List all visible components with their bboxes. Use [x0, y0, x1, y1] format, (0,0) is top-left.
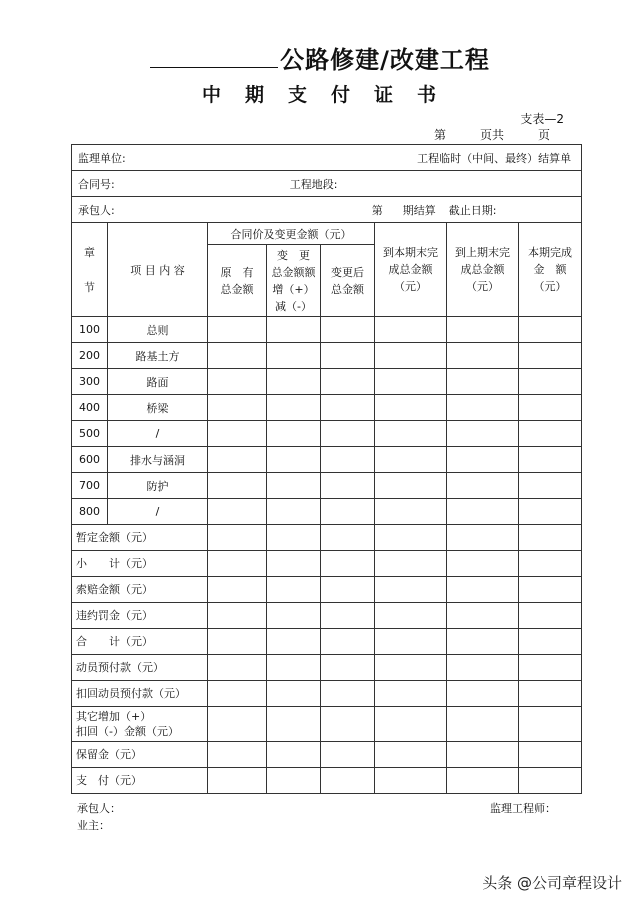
- amount-cell[interactable]: [519, 742, 582, 768]
- amount-cell[interactable]: [267, 629, 321, 655]
- amount-cell[interactable]: [208, 742, 267, 768]
- item-cell: /: [108, 421, 208, 447]
- chapter-cell: 800: [72, 499, 108, 525]
- item-rows: [72, 317, 582, 525]
- summary-row: [72, 742, 582, 768]
- table-row: [72, 343, 582, 369]
- amount-cell[interactable]: [267, 681, 321, 707]
- amount-cell[interactable]: [447, 525, 519, 551]
- amount-cell[interactable]: [375, 551, 447, 577]
- amount-cell[interactable]: [375, 603, 447, 629]
- amount-cell[interactable]: [519, 551, 582, 577]
- amount-cell[interactable]: [375, 577, 447, 603]
- table-row: [72, 317, 582, 343]
- amount-cell[interactable]: [321, 473, 375, 499]
- summary-row: [72, 629, 582, 655]
- item-cell: 路基土方: [108, 343, 208, 369]
- summary-label: 索赔金额（元）: [72, 577, 208, 603]
- amount-cell[interactable]: [375, 768, 447, 794]
- supervisor-unit-label: 监理单位:: [78, 151, 126, 165]
- summary-label: 暂定金额（元）: [72, 525, 208, 551]
- amount-cell[interactable]: [321, 421, 375, 447]
- amount-cell[interactable]: [375, 629, 447, 655]
- table-row: [72, 447, 582, 473]
- amount-cell[interactable]: [321, 343, 375, 369]
- amount-cell[interactable]: [447, 499, 519, 525]
- amount-cell[interactable]: [375, 681, 447, 707]
- chapter-cell: 600: [72, 447, 108, 473]
- original-amount-header: 原 有 总金额: [208, 245, 267, 317]
- table-row: [72, 369, 582, 395]
- amount-cell[interactable]: [447, 768, 519, 794]
- amount-cell[interactable]: [447, 707, 519, 742]
- footer-supervising-engineer: 监理工程师：: [490, 802, 556, 815]
- amount-cell[interactable]: [267, 577, 321, 603]
- amount-cell[interactable]: [321, 395, 375, 421]
- page-info: 第 页共 页: [434, 128, 551, 142]
- amount-cell[interactable]: [519, 655, 582, 681]
- summary-label: 动员预付款（元）: [72, 655, 208, 681]
- document-subtitle: 中期支付证书: [201, 84, 460, 106]
- settlement-type-label: 工程临时（中间、最终）结算单: [417, 151, 572, 165]
- amount-cell[interactable]: [321, 551, 375, 577]
- amount-cell[interactable]: [208, 577, 267, 603]
- column-header-row-1: [72, 223, 582, 245]
- info-row-contractor: 承包人: 第 期结算 截止日期:: [72, 197, 582, 223]
- summary-label: 小 计（元）: [72, 551, 208, 577]
- summary-label: 扣回动员预付款（元）: [72, 681, 208, 707]
- this-period-header: 本期完成 金 额 （元）: [519, 223, 582, 317]
- amount-cell[interactable]: [267, 395, 321, 421]
- amount-cell[interactable]: [447, 742, 519, 768]
- info-row-supervisor: [72, 145, 582, 171]
- footer-contractor: 承包人：: [77, 802, 121, 815]
- amount-cell[interactable]: [519, 421, 582, 447]
- summary-row: [72, 655, 582, 681]
- item-cell: /: [108, 499, 208, 525]
- summary-label: 支 付（元）: [72, 768, 208, 794]
- footer-owner: 业主：: [77, 819, 110, 832]
- item-cell: 桥梁: [108, 395, 208, 421]
- amount-cell[interactable]: [375, 525, 447, 551]
- item-cell: 总则: [108, 317, 208, 343]
- to-previous-header: 到上期末完 成总金额 （元）: [447, 223, 519, 317]
- form-code: 支表—2: [520, 112, 564, 126]
- amount-cell[interactable]: [267, 551, 321, 577]
- cutoff-date-label: 截止日期:: [448, 203, 497, 217]
- amount-cell[interactable]: [208, 499, 267, 525]
- amount-cell[interactable]: [447, 369, 519, 395]
- amount-cell[interactable]: [208, 681, 267, 707]
- amount-cell[interactable]: [447, 447, 519, 473]
- amount-cell[interactable]: [519, 768, 582, 794]
- amount-cell[interactable]: [447, 629, 519, 655]
- amount-cell[interactable]: [267, 768, 321, 794]
- amount-cell[interactable]: [519, 343, 582, 369]
- amount-cell[interactable]: [208, 629, 267, 655]
- chapter-header: 章 节: [72, 223, 108, 317]
- amount-cell[interactable]: [267, 742, 321, 768]
- project-site-label: 工程地段:: [289, 177, 338, 191]
- amount-cell[interactable]: [267, 655, 321, 681]
- summary-row: [72, 525, 582, 551]
- amount-cell[interactable]: [208, 525, 267, 551]
- amount-cell[interactable]: [519, 317, 582, 343]
- amount-cell[interactable]: [321, 447, 375, 473]
- amount-cell[interactable]: [267, 369, 321, 395]
- amount-cell[interactable]: [208, 395, 267, 421]
- summary-row: [72, 603, 582, 629]
- amount-cell[interactable]: [208, 421, 267, 447]
- summary-row: [72, 768, 582, 794]
- amount-cell[interactable]: [321, 603, 375, 629]
- table-row: [72, 499, 582, 525]
- amount-cell[interactable]: [519, 629, 582, 655]
- amount-cell[interactable]: [375, 421, 447, 447]
- amount-cell[interactable]: [208, 343, 267, 369]
- amount-cell[interactable]: [267, 473, 321, 499]
- chapter-cell: 300: [72, 369, 108, 395]
- amount-cell[interactable]: [519, 395, 582, 421]
- amount-cell[interactable]: [321, 742, 375, 768]
- to-current-header: 到本期末完 成总金额 （元）: [375, 223, 447, 317]
- amount-cell[interactable]: [267, 447, 321, 473]
- amount-cell[interactable]: [519, 525, 582, 551]
- summary-row: [72, 551, 582, 577]
- amount-cell[interactable]: [321, 707, 375, 742]
- amount-cell[interactable]: [208, 473, 267, 499]
- amount-cell[interactable]: [267, 499, 321, 525]
- amount-cell[interactable]: [208, 603, 267, 629]
- amount-cell[interactable]: [267, 603, 321, 629]
- title-text: 公路修建/改建工程: [280, 46, 490, 74]
- summary-label: 保留金（元）: [72, 742, 208, 768]
- amount-cell[interactable]: [375, 707, 447, 742]
- amount-cell[interactable]: [375, 317, 447, 343]
- amount-cell[interactable]: [447, 395, 519, 421]
- amount-cell[interactable]: [519, 473, 582, 499]
- amount-cell[interactable]: [321, 577, 375, 603]
- chapter-cell: 700: [72, 473, 108, 499]
- change-amount-header: 变 更 总金额额 增（+） 减（-）: [267, 245, 321, 317]
- amount-cell[interactable]: [321, 681, 375, 707]
- amount-cell[interactable]: [267, 317, 321, 343]
- title-blank-line: [150, 45, 278, 68]
- table-row: [72, 395, 582, 421]
- amount-cell[interactable]: [208, 551, 267, 577]
- amount-cell[interactable]: [447, 681, 519, 707]
- item-content-header: 项 目 内 容: [108, 223, 208, 317]
- amount-cell[interactable]: [208, 317, 267, 343]
- amount-cell[interactable]: [447, 655, 519, 681]
- item-cell: 路面: [108, 369, 208, 395]
- document-title: [0, 40, 640, 75]
- amount-cell[interactable]: [375, 742, 447, 768]
- contractor-label: 承包人:: [78, 203, 115, 217]
- chapter-cell: 200: [72, 343, 108, 369]
- amount-cell[interactable]: [375, 655, 447, 681]
- chapter-cell: 400: [72, 395, 108, 421]
- amount-cell[interactable]: [208, 369, 267, 395]
- amount-cell[interactable]: [375, 395, 447, 421]
- amount-cell[interactable]: [519, 499, 582, 525]
- amount-cell[interactable]: [321, 768, 375, 794]
- contract-group-header: 合同价及变更金额（元）: [208, 223, 375, 245]
- after-change-header: 变更后 总金额: [321, 245, 375, 317]
- payment-certificate-table: [71, 144, 582, 794]
- summary-label: 其它增加（+） 扣回（-）金额（元）: [72, 707, 208, 742]
- item-cell: 排水与涵洞: [108, 447, 208, 473]
- amount-cell[interactable]: [519, 577, 582, 603]
- amount-cell[interactable]: [447, 551, 519, 577]
- chapter-cell: 100: [72, 317, 108, 343]
- summary-label: 合 计（元）: [72, 629, 208, 655]
- amount-cell[interactable]: [375, 499, 447, 525]
- amount-cell[interactable]: [519, 369, 582, 395]
- summary-row: [72, 681, 582, 707]
- amount-cell[interactable]: [321, 369, 375, 395]
- amount-cell[interactable]: [321, 525, 375, 551]
- info-row-contract: [72, 171, 582, 197]
- contract-no-label: 合同号:: [78, 177, 115, 191]
- table-row: [72, 421, 582, 447]
- amount-cell[interactable]: [375, 447, 447, 473]
- amount-cell[interactable]: [519, 603, 582, 629]
- amount-cell[interactable]: [267, 707, 321, 742]
- watermark: 头条 @公司章程设计: [482, 874, 622, 892]
- amount-cell[interactable]: [208, 768, 267, 794]
- chapter-cell: 500: [72, 421, 108, 447]
- amount-cell[interactable]: [519, 707, 582, 742]
- amount-cell[interactable]: [447, 421, 519, 447]
- amount-cell[interactable]: [321, 499, 375, 525]
- amount-cell[interactable]: [519, 681, 582, 707]
- amount-cell[interactable]: [321, 655, 375, 681]
- amount-cell[interactable]: [447, 603, 519, 629]
- amount-cell[interactable]: [375, 473, 447, 499]
- amount-cell[interactable]: [447, 473, 519, 499]
- summary-row: [72, 577, 582, 603]
- summary-label: 违约罚金（元）: [72, 603, 208, 629]
- item-cell: 防护: [108, 473, 208, 499]
- amount-cell[interactable]: [267, 343, 321, 369]
- summary-row: [72, 707, 582, 742]
- amount-cell[interactable]: [519, 447, 582, 473]
- amount-cell[interactable]: [321, 629, 375, 655]
- amount-cell[interactable]: [267, 525, 321, 551]
- amount-cell[interactable]: [321, 317, 375, 343]
- amount-cell[interactable]: [375, 369, 447, 395]
- amount-cell[interactable]: [447, 343, 519, 369]
- table-row: [72, 473, 582, 499]
- amount-cell[interactable]: [208, 447, 267, 473]
- amount-cell[interactable]: [267, 421, 321, 447]
- amount-cell[interactable]: [447, 317, 519, 343]
- amount-cell[interactable]: [208, 655, 267, 681]
- amount-cell[interactable]: [375, 343, 447, 369]
- amount-cell[interactable]: [447, 577, 519, 603]
- summary-rows: [72, 525, 582, 794]
- amount-cell[interactable]: [208, 707, 267, 742]
